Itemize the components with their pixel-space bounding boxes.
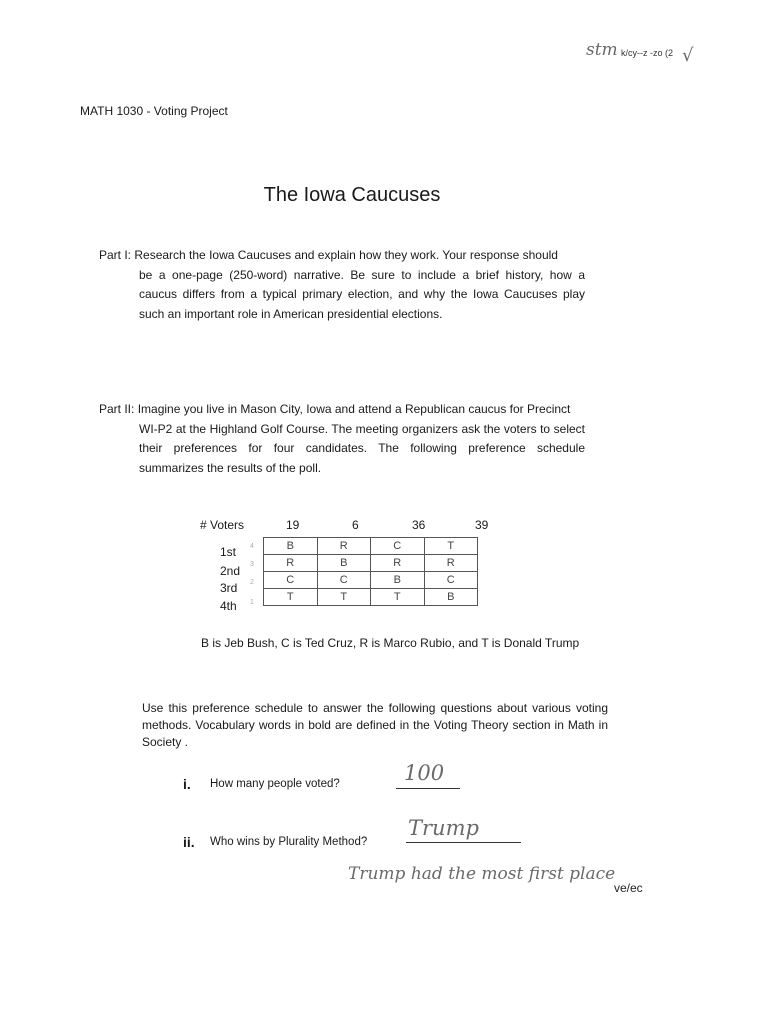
candidate-legend: B is Jeb Bush, C is Ted Cruz, R is Marco Rubio, and T is Donald Trump (201, 636, 580, 650)
table-row (264, 589, 478, 606)
part-two-body: WI-P2 at the Highland Golf Course. The meeting organizers ask the voters to select their preferences for four candidates. The following preference schedule summarizes the results of the poll. (139, 421, 585, 475)
table-cell: R (371, 555, 425, 572)
table-cell: B (371, 572, 425, 589)
table-cell: R (424, 555, 478, 572)
table-cell: T (371, 589, 425, 606)
table-cell: R (264, 555, 318, 572)
table-row (264, 538, 478, 555)
table-cell: T (264, 589, 318, 606)
answer-line (396, 788, 460, 789)
table-cell: C (371, 538, 425, 555)
course-title: MATH 1030 - Voting Project (80, 104, 228, 118)
voter-count: 19 (286, 518, 300, 532)
handwritten-answer: Trump (408, 816, 479, 840)
table-cell: R (317, 538, 371, 555)
question-number: ii. (183, 834, 195, 850)
table-cell: B (317, 555, 371, 572)
rank-label: 1st (220, 545, 237, 559)
table-row (264, 572, 478, 589)
question-text: Who wins by Plurality Method? (210, 836, 368, 848)
table-cell: C (264, 572, 318, 589)
handwritten-initials: stm (586, 40, 618, 60)
question-number: i. (183, 776, 191, 792)
table-cell: T (424, 538, 478, 555)
answer-line (406, 842, 521, 843)
part-one-label: Part I: (99, 248, 132, 262)
part-two-first-line: Imagine you live in Mason City, Iowa and attend a Republican caucus for Precinct (137, 402, 571, 416)
check-mark: √ (682, 45, 694, 66)
part-two-label: Part II: (99, 402, 135, 416)
table-cell: C (317, 572, 371, 589)
rank-label: 2nd (220, 564, 241, 578)
part-two (99, 400, 585, 478)
part-one-first-line: Research the Iowa Caucuses and explain how they work. Your response should (134, 248, 558, 262)
table-cell: B (264, 538, 318, 555)
question-text: How many people voted? (210, 778, 340, 790)
preference-schedule-table (263, 537, 478, 606)
voter-count: 36 (412, 518, 426, 532)
rank-point-mark: 2 (250, 579, 254, 586)
voters-label: # Voters (200, 518, 245, 532)
table-row (264, 555, 478, 572)
voter-count: 6 (352, 518, 359, 532)
table-cell: B (424, 589, 478, 606)
rank-point-mark: 4 (250, 543, 254, 550)
rank-point-mark: 1 (250, 599, 254, 606)
table-cell: C (424, 572, 478, 589)
rank-point-mark: 3 (250, 561, 254, 568)
note-ending: ve/ec (614, 881, 643, 895)
document-title: The Iowa Caucuses (263, 184, 441, 206)
table-cell: T (317, 589, 371, 606)
rank-label: 3rd (220, 581, 238, 595)
grading-code: k/cy--z -zo (2 (621, 48, 674, 58)
voter-count: 39 (475, 518, 489, 532)
handwritten-note: Trump had the most first place (348, 864, 616, 884)
instructions-paragraph: Use this preference schedule to answer the following questions about various voting methods. Vocabulary words in bold are defined in the Voting Theory section in Math in Society . (142, 701, 608, 749)
part-one (99, 246, 585, 324)
part-one-body: be a one-page (250-word) narrative. Be sure to include a brief history, how a caucus differs from a typical primary election, and why the Iowa Caucuses play such an important role in American presidential elections. (139, 267, 585, 321)
handwritten-answer: 100 (404, 761, 445, 785)
rank-label: 4th (220, 599, 237, 613)
